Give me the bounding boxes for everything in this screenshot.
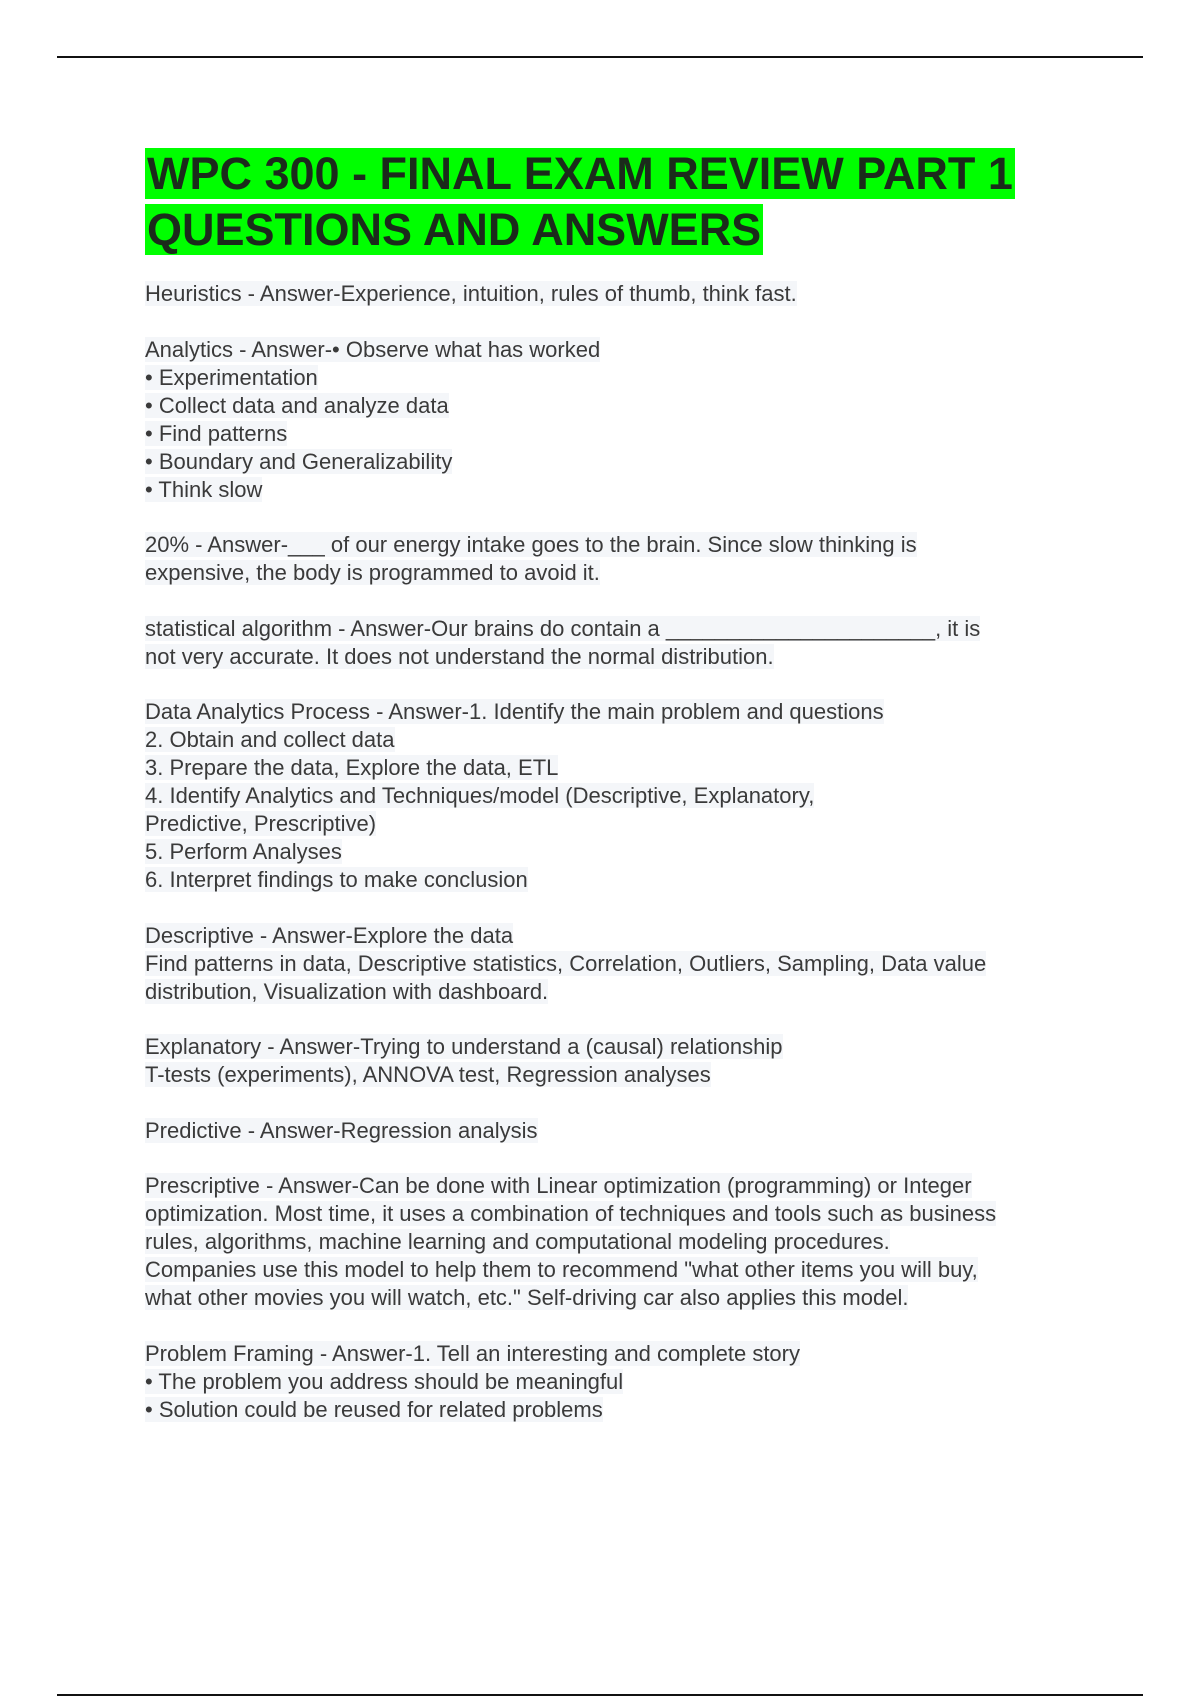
qa-line: [145, 978, 1085, 1006]
qa-line: [145, 420, 1085, 448]
qa-line-text: • The problem you address should be meaningful: [145, 1368, 624, 1394]
qa-entry: [145, 280, 1085, 308]
qa-line: [145, 782, 1085, 810]
qa-line: [145, 866, 1085, 894]
qa-line-text: • Solution could be reused for related problems: [145, 1396, 603, 1422]
qa-line-text: Heuristics - Answer-Experience, intuition, rules of thumb, think fast.: [145, 281, 797, 306]
qa-line-text: Prescriptive - Answer-Can be done with Linear optimization (programming) or Integer: [145, 1173, 972, 1198]
qa-line: [145, 392, 1085, 420]
qa-entry: [145, 615, 1085, 671]
qa-entry: [145, 1033, 1085, 1089]
qa-entry: [145, 1172, 1085, 1312]
qa-line: [145, 1228, 1085, 1256]
qa-entry: [145, 698, 1085, 894]
qa-line: [145, 1117, 1085, 1145]
qa-line: [145, 1200, 1085, 1228]
qa-line-text: • Experimentation: [145, 364, 318, 390]
qa-line-text: expensive, the body is programmed to avoid it.: [145, 560, 600, 585]
qa-line: [145, 448, 1085, 476]
qa-line-text: • Boundary and Generalizability: [145, 448, 453, 474]
qa-line-text: • Collect data and analyze data: [145, 392, 449, 418]
qa-line-text: 2. Obtain and collect data: [145, 727, 395, 752]
qa-line: [145, 531, 1085, 559]
qa-line-text: • Think slow: [145, 476, 263, 502]
qa-line: [145, 336, 1085, 364]
qa-line-text: Descriptive - Answer-Explore the data: [145, 922, 514, 948]
qa-line-text: not very accurate. It does not understand the normal distribution.: [145, 643, 774, 669]
qa-line-text: optimization. Most time, it uses a combination of techniques and tools such as business: [145, 1201, 997, 1226]
qa-line: [145, 280, 1085, 308]
document-body: [145, 146, 1085, 1451]
qa-line: [145, 698, 1085, 726]
qa-line-text: Explanatory - Answer-Trying to understand a (causal) relationship: [145, 1034, 783, 1059]
qa-line-text: 20% - Answer-___ of our energy intake goes to the brain. Since slow thinking is: [145, 532, 917, 557]
qa-line-text: what other movies you will watch, etc." Self-driving car also applies this model.: [145, 1285, 909, 1310]
qa-line: [145, 476, 1085, 504]
qa-line: [145, 726, 1085, 754]
qa-line-text: 5. Perform Analyses: [145, 839, 342, 864]
qa-line: [145, 643, 1085, 671]
qa-line: [145, 1033, 1085, 1061]
qa-line-text: T-tests (experiments), ANNOVA test, Regression analyses: [145, 1062, 711, 1087]
qa-line: [145, 615, 1085, 643]
qa-line-text: 3. Prepare the data, Explore the data, ETL: [145, 755, 559, 780]
qa-list: [145, 280, 1085, 1424]
qa-line-text: rules, algorithms, machine learning and computational modeling procedures.: [145, 1229, 890, 1254]
qa-entry: [145, 336, 1085, 504]
qa-line-text: Predictive, Prescriptive): [145, 811, 377, 836]
qa-line: [145, 364, 1085, 392]
qa-line: [145, 1340, 1085, 1368]
qa-line-text: Find patterns in data, Descriptive statistics, Correlation, Outliers, Sampling, Data value: [145, 950, 987, 976]
qa-line-text: Analytics - Answer-• Observe what has worked: [145, 336, 601, 362]
qa-entry: [145, 531, 1085, 587]
qa-line-text: 4. Identify Analytics and Techniques/model (Descriptive, Explanatory,: [145, 783, 815, 808]
document-title-line: QUESTIONS AND ANSWERS: [147, 204, 762, 255]
bottom-rule: [57, 1694, 1143, 1696]
qa-line: [145, 838, 1085, 866]
qa-line: [145, 754, 1085, 782]
qa-line: [145, 1368, 1085, 1396]
qa-line: [145, 559, 1085, 587]
qa-line: [145, 1061, 1085, 1089]
qa-line-text: Predictive - Answer-Regression analysis: [145, 1117, 538, 1143]
qa-entry: [145, 1117, 1085, 1145]
qa-line: [145, 1256, 1085, 1284]
qa-line-text: Problem Framing - Answer-1. Tell an interesting and complete story: [145, 1340, 800, 1366]
qa-line: [145, 810, 1085, 838]
qa-line: [145, 950, 1085, 978]
qa-line: [145, 1172, 1085, 1200]
qa-line: [145, 1396, 1085, 1424]
document-title: [145, 146, 1085, 258]
top-rule: [57, 56, 1143, 58]
qa-line: [145, 1284, 1085, 1312]
qa-line-text: distribution, Visualization with dashboard.: [145, 978, 549, 1004]
qa-line-text: 6. Interpret findings to make conclusion: [145, 867, 528, 892]
qa-line-text: Companies use this model to help them to recommend "what other items you will buy,: [145, 1257, 978, 1282]
qa-line-text: statistical algorithm - Answer-Our brains do contain a ______________________, it is: [145, 615, 981, 641]
qa-line-text: • Find patterns: [145, 420, 288, 446]
qa-line-text: Data Analytics Process - Answer-1. Identify the main problem and questions: [145, 699, 884, 724]
qa-entry: [145, 1340, 1085, 1424]
qa-line: [145, 922, 1085, 950]
document-title-line: WPC 300 - FINAL EXAM REVIEW PART 1: [147, 148, 1013, 199]
qa-entry: [145, 922, 1085, 1006]
